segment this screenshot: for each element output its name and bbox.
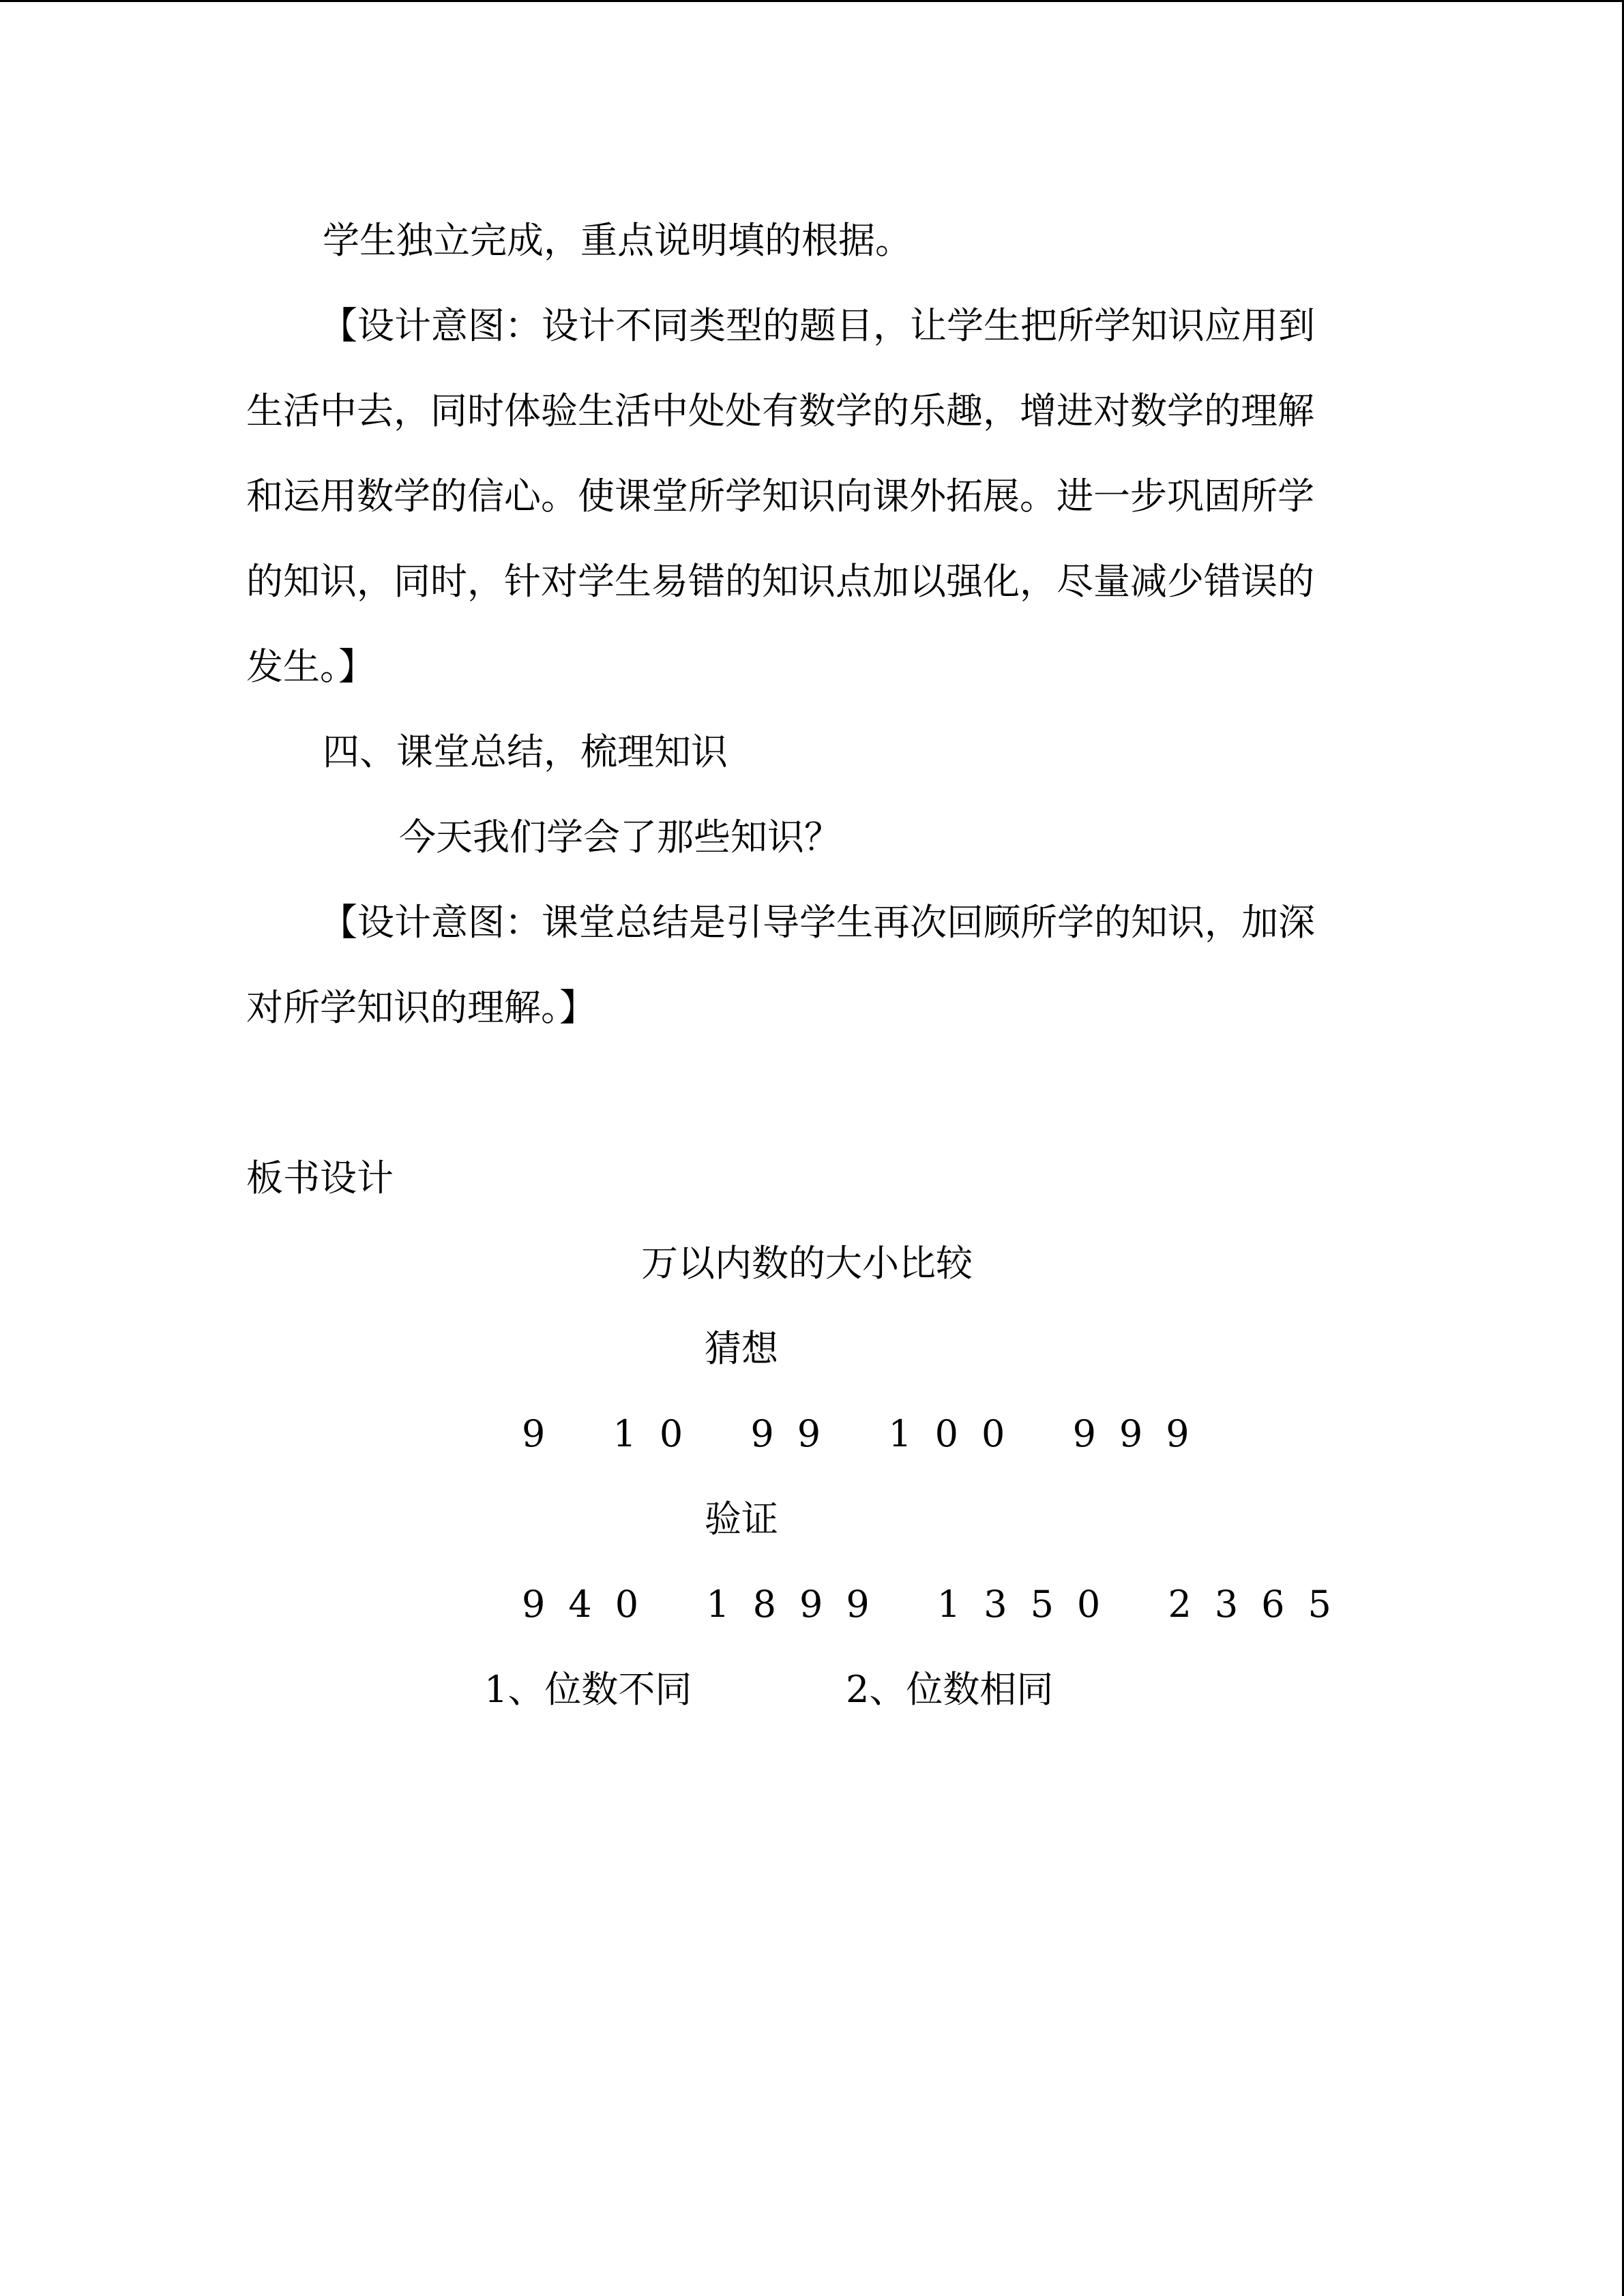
summary-question: 今天我们学会了那些知识？: [399, 816, 841, 859]
guess-number: 9: [522, 1412, 569, 1455]
guess-number: 10: [612, 1412, 707, 1455]
verify-number: 940: [522, 1583, 662, 1626]
verify-number: 1350: [936, 1583, 1124, 1626]
design-intent-line-2: 生活中去，同时体验生活中处处有数学的乐趣，增进对数学的理解: [246, 389, 1314, 432]
board-title: 万以内数的大小比较: [641, 1242, 973, 1285]
paragraph-independent-work: 学生独立完成，重点说明填的根据。: [323, 219, 912, 262]
point-digit-count-same: 2、位数相同: [846, 1668, 1054, 1711]
point-digit-count-different: 1、位数不同: [484, 1668, 692, 1711]
design-intent-line-5: 发生。】: [246, 645, 375, 688]
summary-intent-line-2: 对所学知识的理解。】: [246, 986, 596, 1029]
section-four-heading: 四、课堂总结，梳理知识: [323, 730, 728, 773]
design-intent-line-4: 的知识，同时，针对学生易错的知识点加以强化，尽量减少错误的: [246, 560, 1314, 603]
verify-number-row: [522, 1581, 1355, 1628]
verify-number: 1899: [706, 1583, 893, 1626]
guess-label: 猜想: [705, 1327, 778, 1370]
design-intent-line-3: 和运用数学的信心。使课堂所学知识向课外拓展。进一步巩固所学: [246, 475, 1314, 518]
guess-number-row: [522, 1410, 1213, 1458]
board-design-heading: 板书设计: [246, 1157, 394, 1199]
summary-intent-line-1: 【设计意图：课堂总结是引导学生再次回顾所学的知识，加深: [321, 901, 1315, 944]
verify-label: 验证: [705, 1497, 778, 1540]
verify-number: 2365: [1168, 1583, 1355, 1626]
design-intent-line-1: 【设计意图：设计不同类型的题目，让学生把所学知识应用到: [321, 304, 1315, 347]
guess-number: 100: [888, 1412, 1029, 1455]
guess-number: 99: [750, 1412, 844, 1455]
guess-number: 999: [1072, 1412, 1213, 1455]
